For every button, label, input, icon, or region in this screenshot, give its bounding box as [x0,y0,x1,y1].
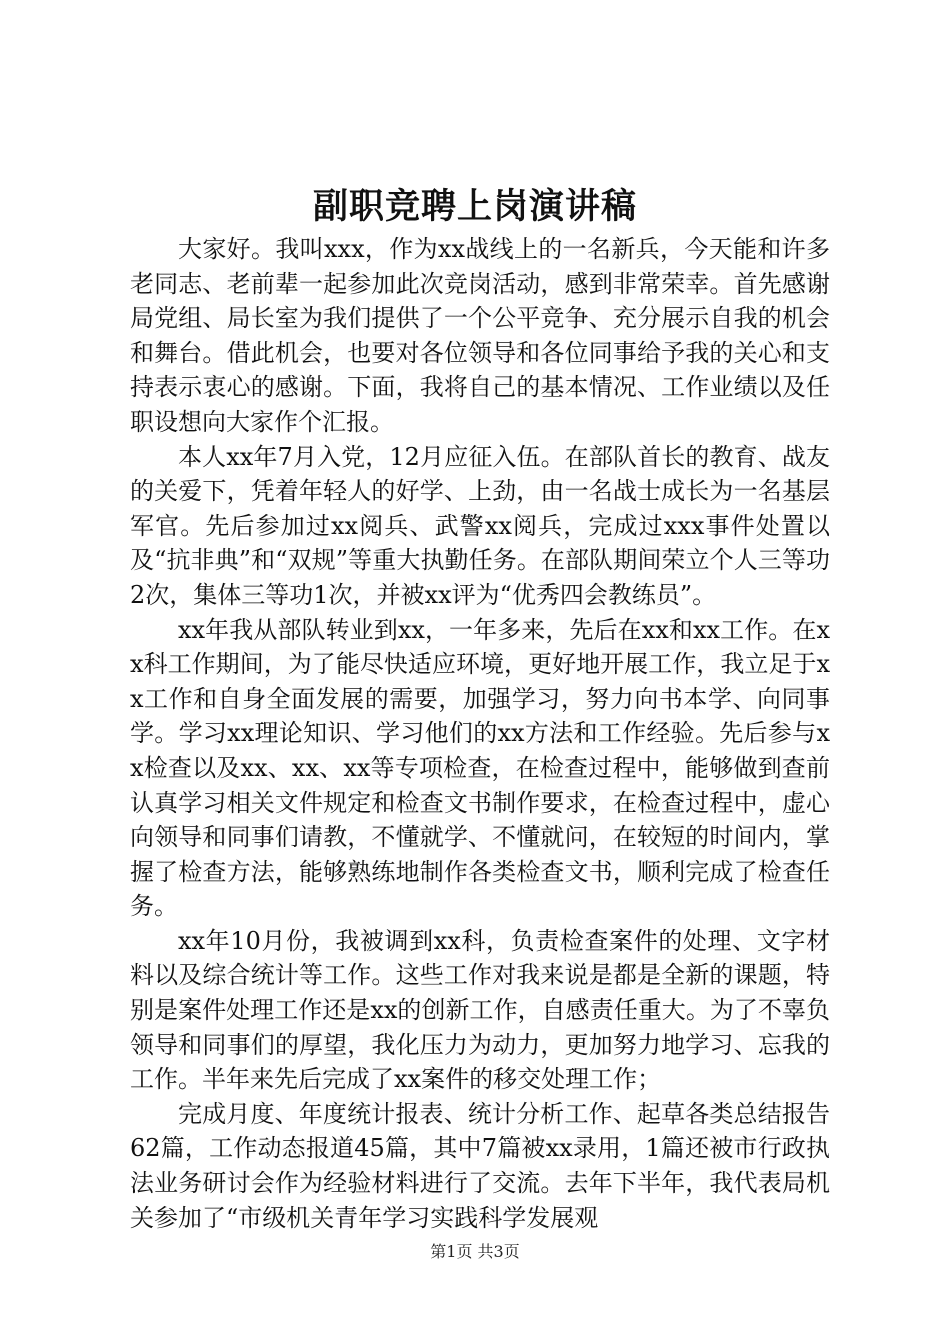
document-title: 副职竞聘上岗演讲稿 [312,186,637,227]
paragraph: 大家好。我叫xxx，作为xx战线上的一名新兵，今天能和许多老同志、老前辈一起参加此次竞岗活动，感到非常荣幸。首先感谢局党组、局长室为我们提供了一个公平竞争、充分展示自我的机会和舞台。借此机会，也要对各位领导和各位同事给予我的关心和支持表示衷心的感谢。下面，我将自己的基本情况、工作业绩以及任职设想向大家作个汇报。 [130,235,830,436]
paragraph: 完成月度、年度统计报表、统计分析工作、起草各类总结报告62篇，工作动态报道45篇，其中7篇被xx录用，1篇还被市行政执法业务研讨会作为经验材料进行了交流。去年下半年，我代表局机关参加了“市级机关青年学习实践科学发展观 [130,1099,830,1232]
document-body [130,232,830,1235]
page-number-footer: 第1页 共3页 [430,1242,520,1261]
paragraph: xx年10月份，我被调到xx科，负责检查案件的处理、文字材料以及综合统计等工作。这些工作对我来说是都是全新的课题，特别是案件处理工作还是xx的创新工作，自感责任重大。为了不辜负领导和同事们的厚望，我化压力为动力，更加努力地学习、忘我的工作。半年来先后完成了xx案件的移交处理工作； [130,926,830,1094]
paragraph: xx年我从部队转业到xx，一年多来，先后在xx和xx工作。在xx科工作期间，为了能尽快适应环境，更好地开展工作，我立足于xx工作和自身全面发展的需要，加强学习，努力向书本学、向同事学。学习xx理论知识、学习他们的xx方法和工作经验。先后参与xx检查以及xx、xx、xx等专项检查，在检查过程中，能够做到查前认真学习相关文件规定和检查文书制作要求，在检查过程中，虚心向领导和同事们请教，不懂就学、不懂就问，在较短的时间内，掌握了检查方法，能够熟练地制作各类检查文书，顺利完成了检查任务。 [130,615,830,921]
paragraph: 本人xx年7月入党，12月应征入伍。在部队首长的教育、战友的关爱下，凭着年轻人的好学、上劲，由一名战士成长为一名基层军官。先后参加过xx阅兵、武警xx阅兵，完成过xxx事件处置以及“抗非典”和“双规”等重大执勤任务。在部队期间荣立个人三等功2次，集体三等功1次，并被xx评为“优秀四会教练员”。 [130,442,830,609]
